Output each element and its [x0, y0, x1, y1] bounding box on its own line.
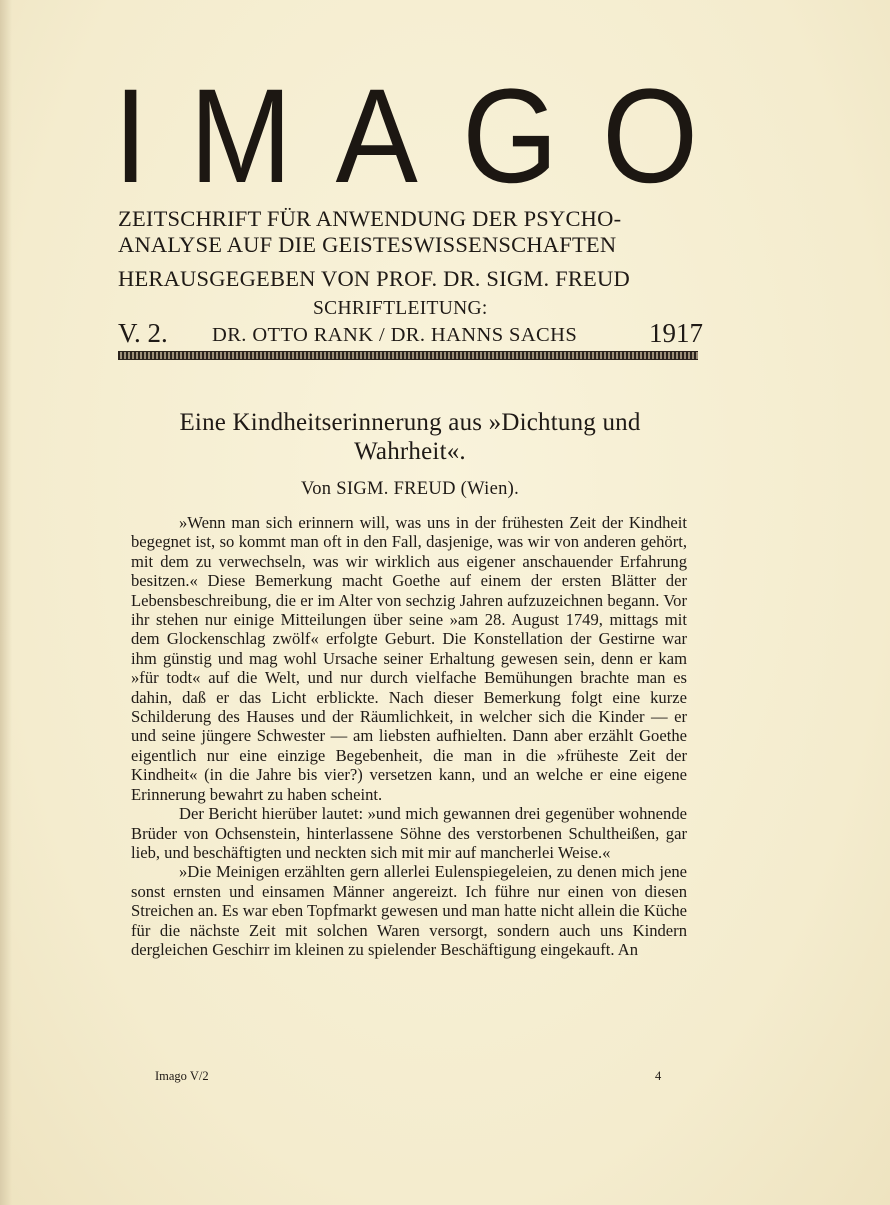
article-body [131, 513, 687, 959]
editors-names: DR. OTTO RANK / DR. HANNS SACHS [212, 324, 578, 346]
title-letter: G [461, 62, 558, 211]
title-letter: I [113, 62, 148, 211]
ornamental-rule [118, 351, 698, 360]
title-letter: M [189, 62, 293, 211]
body-paragraph: Der Bericht hierüber lautet: »und mich gewannen drei gegenüber wohnende Brüder von Ochsenstein, hinterlassene Söhne des verstorbenen Schultheißen, gar lieb, und beschäftigten und neckten sich mit mir auf mancherlei Weise.« [131, 804, 687, 862]
journal-subtitle-line-1: ZEITSCHRIFT FÜR ANWENDUNG DER PSYCHO- [118, 206, 622, 231]
publisher-line: HERAUSGEGEBEN VON PROF. DR. SIGM. FREUD [118, 266, 630, 291]
article-title: Eine Kindheitserinnerung aus »Dichtung und Wahrheit«. [179, 409, 641, 465]
page-edge-shadow [0, 0, 12, 1205]
title-letter: A [336, 62, 419, 211]
volume-row [118, 318, 703, 348]
article-byline: Von SIGM. FREUD (Wien). [300, 479, 520, 499]
title-letter: O [601, 62, 698, 211]
volume-number: V. 2. [118, 318, 168, 348]
journal-subtitle-line-2: ANALYSE AUF DIE GEISTESWISSENSCHAFTEN [118, 232, 617, 257]
editorial-label: SCHRIFTLEITUNG: [313, 298, 488, 319]
body-paragraph: »Die Meinigen erzählten gern allerlei Eulenspiegeleien, zu denen mich jene sonst ernsten und einsamen Männer angereizt. Ich führe nur einen von diesen Streichen an. Es war eben Topfmarkt gewesen und man hatte nicht allein die Küche für die nächste Zeit mit solchen Waren versorgt, sondern auch uns Kindern dergleichen Geschirr im kleinen zu spielender Beschäftigung eingekauft. An [131, 862, 687, 959]
publication-year: 1917 [649, 318, 703, 348]
journal-title [112, 62, 702, 211]
body-paragraph: »Wenn man sich erinnern will, was uns in der frühesten Zeit der Kindheit begegnet ist, so kommt man oft in den Fall, dasjenige, was wir von anderen gehört, mit dem zu verwechseln, was wir wirklich aus eigener anschauender Erfahrung besitzen.« Diese Bemerkung macht Goethe auf einem der ersten Blätter der Lebensbeschreibung, die er im Alter von sechzig Jahren aufzuzeichnen begann. Vor ihr stehen nur einige Mitteilungen über seine »am 28. August 1749, mittags mit dem Glockenschlag zwölf« erfolgte Geburt. Die Konstellation der Gestirne war ihm günstig und mag wohl Ursache seiner Erhaltung gewesen sein, denn er kam »für todt« auf die Welt, und nur durch vielfache Bemühungen brachte man es dahin, daß er das Licht erblickte. Nach dieser Bemerkung folgt eine kurze Schilderung des Hauses und der Räumlichkeit, in welcher sich die Kinder — er und seine jüngere Schwester — am liebsten aufhielten. Dann aber erzählt Goethe eigentlich nur eine einzige Begebenheit, die man in die »früheste Zeit der Kindheit« (in die Jahre bis vier?) versetzen kann, und an welche er eine eigene Erinnerung bewahrt zu haben scheint. [131, 513, 687, 804]
sheet-number: 4 [655, 1069, 662, 1083]
printer-signature: Imago V/2 [155, 1069, 209, 1083]
